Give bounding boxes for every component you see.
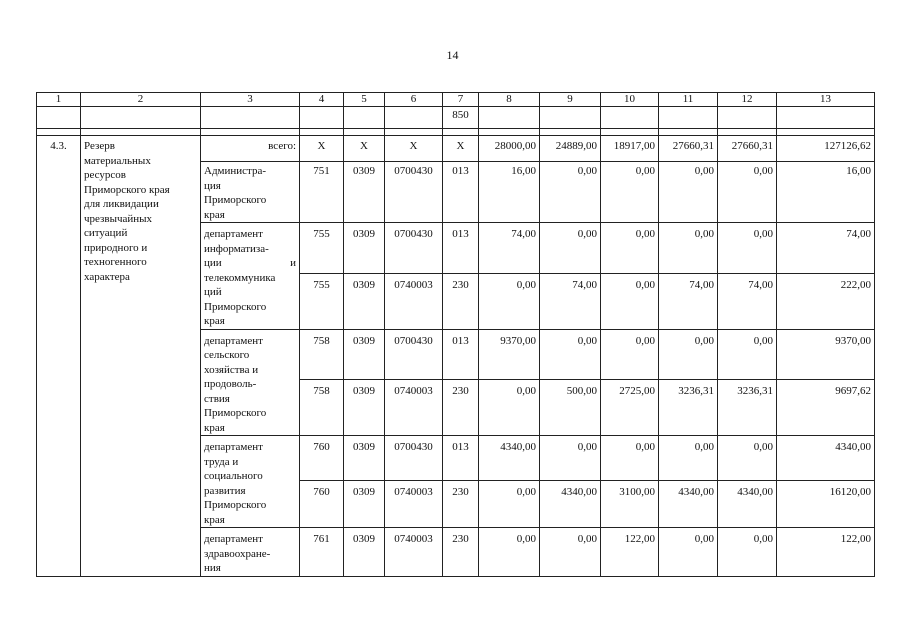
empty-cell <box>344 129 385 136</box>
cell-c9: 0,00 <box>540 223 601 274</box>
section-title-line: для ликвидации <box>84 198 159 210</box>
cell-c6: 0700430 <box>385 162 443 223</box>
empty-cell <box>385 107 443 129</box>
empty-cell <box>443 129 479 136</box>
empty-cell <box>601 107 659 129</box>
empty-cell <box>777 107 875 129</box>
cell-c9: 0,00 <box>540 329 601 380</box>
cell-c11: 3236,31 <box>659 380 718 436</box>
cell-c12: 0,00 <box>718 329 777 380</box>
sub-header-col7: 850 <box>443 107 479 129</box>
executor-line-justified <box>204 256 296 271</box>
cell-c5: 0309 <box>344 528 385 577</box>
cell-c13: 9370,00 <box>777 329 875 380</box>
executor-line: ций <box>204 286 222 298</box>
empty-cell <box>37 107 81 129</box>
executor-line: ния <box>204 562 221 574</box>
executor-word: и <box>290 257 296 269</box>
empty-cell <box>479 107 540 129</box>
cell-c11: 0,00 <box>659 329 718 380</box>
cell-c10: 0,00 <box>601 223 659 274</box>
cell-c5: 0309 <box>344 274 385 329</box>
executor-line: департамент <box>204 533 263 545</box>
header-cell: 4 <box>300 93 344 107</box>
cell-c4: 751 <box>300 162 344 223</box>
header-cell: 7 <box>443 93 479 107</box>
cell-c4: 760 <box>300 480 344 527</box>
executor-name <box>201 162 300 223</box>
cell-c7: 013 <box>443 162 479 223</box>
cell-c13: 16,00 <box>777 162 875 223</box>
cell-c5: 0309 <box>344 329 385 380</box>
cell-c7: 230 <box>443 274 479 329</box>
cell-c4: 760 <box>300 436 344 481</box>
executor-line: Администра- <box>204 165 267 177</box>
section-number: 4.3. <box>37 136 81 577</box>
header-cell: 8 <box>479 93 540 107</box>
executor-word: ции <box>204 257 222 269</box>
cell-c10: 0,00 <box>601 162 659 223</box>
total-cell: 18917,00 <box>601 136 659 162</box>
executor-line: края <box>204 421 225 434</box>
section-title-line: ресурсов <box>84 169 126 181</box>
header-cell: 9 <box>540 93 601 107</box>
executor-line: сельского <box>204 349 250 361</box>
total-cell: X <box>443 136 479 162</box>
cell-c8: 9370,00 <box>479 329 540 380</box>
cell-c8: 16,00 <box>479 162 540 223</box>
executor-line: департамент <box>204 228 263 240</box>
header-cell: 10 <box>601 93 659 107</box>
executor-line: труда и <box>204 455 239 468</box>
executor-name <box>201 223 300 330</box>
empty-cell <box>37 129 81 136</box>
cell-c11: 0,00 <box>659 223 718 274</box>
header-cell: 1 <box>37 93 81 107</box>
cell-c9: 4340,00 <box>540 480 601 527</box>
section-title-line: Резерв <box>84 140 115 152</box>
cell-c6: 0740003 <box>385 380 443 436</box>
cell-c8: 0,00 <box>479 380 540 436</box>
cell-c5: 0309 <box>344 380 385 436</box>
executor-line: Приморского <box>204 407 267 419</box>
total-cell: 27660,31 <box>718 136 777 162</box>
total-cell: 27660,31 <box>659 136 718 162</box>
total-cell: X <box>300 136 344 162</box>
header-cell: 2 <box>81 93 201 107</box>
executor-line: информатиза- <box>204 242 269 255</box>
cell-c10: 2725,00 <box>601 380 659 436</box>
executor-name <box>201 329 300 436</box>
cell-c11: 0,00 <box>659 528 718 577</box>
section-title-line: природного и <box>84 241 148 254</box>
section-title-line: характера <box>84 270 130 283</box>
sub-header-row <box>37 107 875 129</box>
cell-c10: 0,00 <box>601 329 659 380</box>
cell-c7: 013 <box>443 223 479 274</box>
budget-table <box>36 92 875 577</box>
cell-c8: 0,00 <box>479 274 540 329</box>
header-cell: 3 <box>201 93 300 107</box>
cell-c11: 0,00 <box>659 436 718 481</box>
cell-c7: 230 <box>443 380 479 436</box>
cell-c8: 0,00 <box>479 528 540 577</box>
cell-c11: 0,00 <box>659 162 718 223</box>
cell-c6: 0740003 <box>385 274 443 329</box>
empty-cell <box>81 129 201 136</box>
cell-c10: 122,00 <box>601 528 659 577</box>
cell-c9: 0,00 <box>540 528 601 577</box>
cell-c9: 0,00 <box>540 162 601 223</box>
empty-cell <box>201 129 300 136</box>
total-cell: 24889,00 <box>540 136 601 162</box>
cell-c13: 16120,00 <box>777 480 875 527</box>
cell-c6: 0700430 <box>385 223 443 274</box>
cell-c13: 9697,62 <box>777 380 875 436</box>
cell-c10: 0,00 <box>601 274 659 329</box>
empty-cell <box>385 129 443 136</box>
cell-c6: 0700430 <box>385 329 443 380</box>
empty-cell <box>777 129 875 136</box>
section-title-line: чрезвычайных <box>84 212 153 225</box>
executor-line: ция <box>204 179 221 192</box>
executor-line: Приморского <box>204 194 267 206</box>
empty-cell <box>718 107 777 129</box>
empty-cell <box>540 107 601 129</box>
cell-c4: 758 <box>300 329 344 380</box>
section-title-line: Приморского края <box>84 183 170 196</box>
executor-line: края <box>204 315 225 327</box>
total-cell: X <box>344 136 385 162</box>
empty-cell <box>659 107 718 129</box>
executor-line: края <box>204 513 225 526</box>
total-label: всего: <box>201 136 300 162</box>
cell-c7: 230 <box>443 528 479 577</box>
header-cell: 6 <box>385 93 443 107</box>
total-cell: X <box>385 136 443 162</box>
cell-c11: 74,00 <box>659 274 718 329</box>
cell-c10: 0,00 <box>601 436 659 481</box>
cell-c8: 4340,00 <box>479 436 540 481</box>
total-cell: 28000,00 <box>479 136 540 162</box>
cell-c4: 758 <box>300 380 344 436</box>
executor-line: департамент <box>204 441 263 453</box>
empty-cell <box>81 107 201 129</box>
cell-c10: 3100,00 <box>601 480 659 527</box>
total-row <box>37 136 875 162</box>
cell-c7: 013 <box>443 436 479 481</box>
cell-c12: 3236,31 <box>718 380 777 436</box>
executor-line: телекоммуника <box>204 271 276 284</box>
section-title-line: материальных <box>84 154 151 167</box>
header-cell: 12 <box>718 93 777 107</box>
cell-c7: 013 <box>443 329 479 380</box>
cell-c4: 755 <box>300 223 344 274</box>
executor-line: развития <box>204 484 246 497</box>
cell-c13: 74,00 <box>777 223 875 274</box>
cell-c5: 0309 <box>344 436 385 481</box>
executor-line: края <box>204 208 225 221</box>
executor-line: здравоохране- <box>204 547 271 560</box>
cell-c5: 0309 <box>344 480 385 527</box>
header-cell: 13 <box>777 93 875 107</box>
cell-c7: 230 <box>443 480 479 527</box>
executor-name <box>201 528 300 577</box>
cell-c8: 0,00 <box>479 480 540 527</box>
cell-c13: 122,00 <box>777 528 875 577</box>
cell-c12: 74,00 <box>718 274 777 329</box>
cell-c12: 0,00 <box>718 223 777 274</box>
cell-c9: 74,00 <box>540 274 601 329</box>
header-cell: 11 <box>659 93 718 107</box>
cell-c12: 0,00 <box>718 436 777 481</box>
cell-c6: 0740003 <box>385 480 443 527</box>
page-number: 14 <box>446 48 459 62</box>
empty-cell <box>300 107 344 129</box>
executor-line: хозяйства и <box>204 363 259 376</box>
executor-line: социального <box>204 470 263 482</box>
cell-c5: 0309 <box>344 162 385 223</box>
empty-cell <box>659 129 718 136</box>
executor-line: ствия <box>204 392 230 405</box>
header-cell: 5 <box>344 93 385 107</box>
cell-c6: 0700430 <box>385 436 443 481</box>
cell-c13: 222,00 <box>777 274 875 329</box>
section-title-line: техногенного <box>84 256 147 268</box>
cell-c4: 761 <box>300 528 344 577</box>
empty-cell <box>201 107 300 129</box>
cell-c13: 4340,00 <box>777 436 875 481</box>
cell-c6: 0740003 <box>385 528 443 577</box>
total-cell: 127126,62 <box>777 136 875 162</box>
cell-c12: 0,00 <box>718 528 777 577</box>
empty-cell <box>479 129 540 136</box>
executor-name <box>201 436 300 528</box>
empty-cell <box>601 129 659 136</box>
cell-c11: 4340,00 <box>659 480 718 527</box>
cell-c5: 0309 <box>344 223 385 274</box>
empty-cell <box>540 129 601 136</box>
cell-c4: 755 <box>300 274 344 329</box>
section-title <box>81 136 201 577</box>
executor-line: департамент <box>204 334 263 347</box>
header-row <box>37 93 875 107</box>
executor-line: Приморского <box>204 300 267 313</box>
empty-cell <box>300 129 344 136</box>
executor-line: Приморского <box>204 499 267 511</box>
empty-cell <box>718 129 777 136</box>
cell-c8: 74,00 <box>479 223 540 274</box>
executor-line: продоволь- <box>204 378 257 390</box>
cell-c12: 0,00 <box>718 162 777 223</box>
empty-cell <box>344 107 385 129</box>
cell-c9: 0,00 <box>540 436 601 481</box>
section-title-line: ситуаций <box>84 227 128 239</box>
spacer-row <box>37 129 875 136</box>
cell-c12: 4340,00 <box>718 480 777 527</box>
cell-c9: 500,00 <box>540 380 601 436</box>
